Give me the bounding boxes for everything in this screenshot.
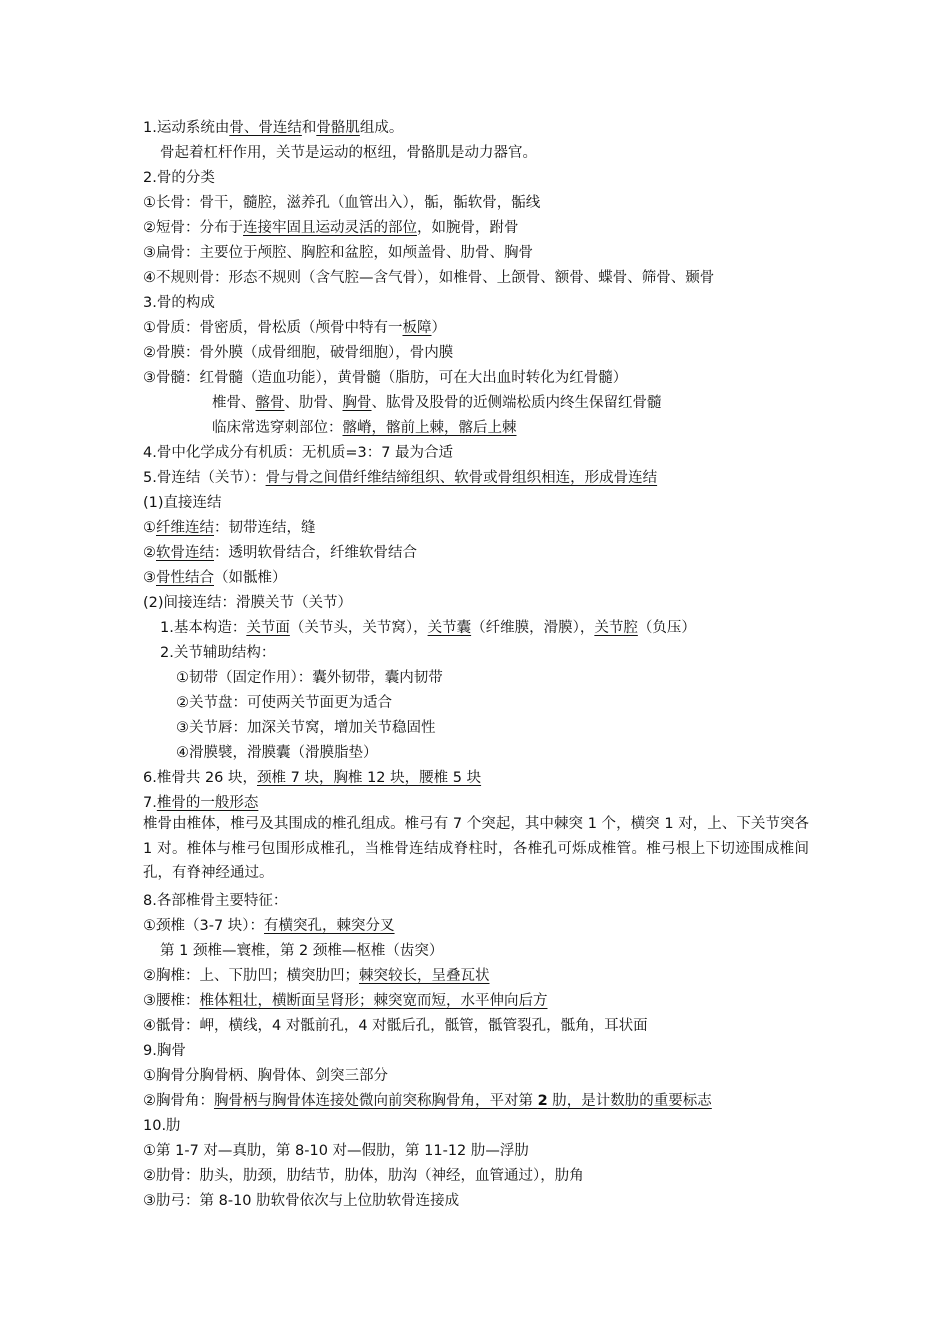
line-cervical: ①颈椎（3-7 块）：有横突孔，棘突分叉 xyxy=(143,918,395,934)
line-articular-disc: ②关节盘：可使两关节面更为适合 xyxy=(176,695,392,711)
heading-bone-classification: 2.骨的分类 xyxy=(143,170,215,186)
line-sacrum: ④骶骨：岬，横线，4 对骶前孔，4 对骶后孔，骶管，骶管裂孔，骶角，耳状面 xyxy=(143,1018,648,1034)
line-bony-union: ③骨性结合（如骶椎） xyxy=(143,570,287,586)
line-vertebrae-count: 6.椎骨共 26 块，颈椎 7 块，胸椎 12 块，腰椎 5 块 xyxy=(143,770,482,786)
heading-direct-connection: (1)直接连结 xyxy=(143,495,222,511)
line-atlas-axis: 第 1 颈椎—寰椎，第 2 颈椎—枢椎（齿突） xyxy=(160,943,444,959)
line-puncture-sites: 临床常选穿刺部位：髂嵴，髂前上棘，髂后上棘 xyxy=(212,420,517,436)
line-fibrous-joint: ①纤维连结：韧带连结，缝 xyxy=(143,520,316,536)
line-rib-bone: ②肋骨：肋头，肋颈，肋结节，肋体，肋沟（神经，血管通过），肋角 xyxy=(143,1168,584,1184)
heading-vertebra-form: 7.椎骨的一般形态 xyxy=(143,795,259,811)
line-cartilaginous-joint: ②软骨连结：透明软骨结合，纤维软骨结合 xyxy=(143,545,417,561)
line-2: 骨起着杠杆作用，关节是运动的枢纽，骨骼肌是动力器官。 xyxy=(160,145,537,161)
line-periosteum: ②骨膜：骨外膜（成骨细胞，破骨细胞），骨内膜 xyxy=(143,345,454,361)
line-rib-types: ①第 1-7 对—真肋，第 8-10 对—假肋，第 11-12 肋—浮肋 xyxy=(143,1143,529,1159)
vertebra-description-paragraph: 椎骨由椎体，椎弓及其围成的椎孔组成。椎弓有 7 个突起，其中棘突 1 个，横突 1 对，上、下关节突各 1 对。椎体与椎弓包围形成椎孔，当椎骨连结成脊柱时，各椎孔可烁成椎管。椎弓根上下切迹围成椎间孔，有脊神经通过。 xyxy=(143,816,809,881)
line-1: 1.运动系统由骨、骨连结和骨骼肌组成。 xyxy=(143,120,404,136)
line-ligament: ①韧带（固定作用）：囊外韧带，囊内韧带 xyxy=(176,670,443,686)
heading-vertebra-features: 8.各部椎骨主要特征： xyxy=(143,893,288,909)
line-basic-structure: 1.基本构造：关节面（关节头，关节窝），关节囊（纤维膜，滑膜），关节腔（负压） xyxy=(160,620,696,636)
line-chemical-composition: 4.骨中化学成分有机质：无机质=3：7 最为合适 xyxy=(143,445,454,461)
line-synovial-fold: ④滑膜襞，滑膜囊（滑膜脂垫） xyxy=(176,745,378,761)
line-articular-labrum: ③关节唇：加深关节窝，增加关节稳固性 xyxy=(176,720,436,736)
line-red-marrow-sites: 椎骨、髂骨、肋骨、胸骨、肱骨及股骨的近侧端松质内终生保留红骨髓 xyxy=(212,395,662,411)
heading-joints: 5.骨连结（关节）：骨与骨之间借纤维结缔组织、软骨或骨组织相连，形成骨连结 xyxy=(143,470,658,486)
line-auxiliary-structure: 2.关节辅助结构： xyxy=(160,645,276,661)
line-flat-bone: ③扁骨：主要位于颅腔、胸腔和盆腔，如颅盖骨、肋骨、胸骨 xyxy=(143,245,533,261)
line-bone-substance: ①骨质：骨密质，骨松质（颅骨中特有一板障） xyxy=(143,320,446,336)
line-short-bone: ②短骨：分布于连接牢固且运动灵活的部位，如腕骨，跗骨 xyxy=(143,220,519,236)
line-sternum-parts: ①胸骨分胸骨柄、胸骨体、剑突三部分 xyxy=(143,1068,388,1084)
heading-bone-structure: 3.骨的构成 xyxy=(143,295,215,311)
line-irregular-bone: ④不规则骨：形态不规则（含气腔—含气骨），如椎骨、上颌骨、额骨、蝶骨、筛骨、颞骨 xyxy=(143,270,715,286)
line-lumbar: ③腰椎：椎体粗壮，横断面呈肾形；棘突宽而短，水平伸向后方 xyxy=(143,993,548,1009)
heading-ribs: 10.肋 xyxy=(143,1118,181,1134)
line-costal-arch: ③肋弓：第 8-10 肋软骨依次与上位肋软骨连接成 xyxy=(143,1193,460,1209)
line-thoracic: ②胸椎：上、下肋凹；横突肋凹；棘突较长，呈叠瓦状 xyxy=(143,968,490,984)
line-long-bone: ①长骨：骨干，髓腔，滋养孔（血管出入），骺，骺软骨，骺线 xyxy=(143,195,541,211)
line-sternal-angle: ②胸骨角：胸骨柄与胸骨体连接处微向前突称胸骨角，平对第 2 肋，是计数肋的重要标志 xyxy=(143,1093,712,1109)
heading-sternum: 9.胸骨 xyxy=(143,1043,186,1059)
line-bone-marrow: ③骨髓：红骨髓（造血功能），黄骨髓（脂肪，可在大出血时转化为红骨髓） xyxy=(143,370,628,386)
heading-indirect-connection: (2)间接连结：滑膜关节（关节） xyxy=(143,595,353,611)
